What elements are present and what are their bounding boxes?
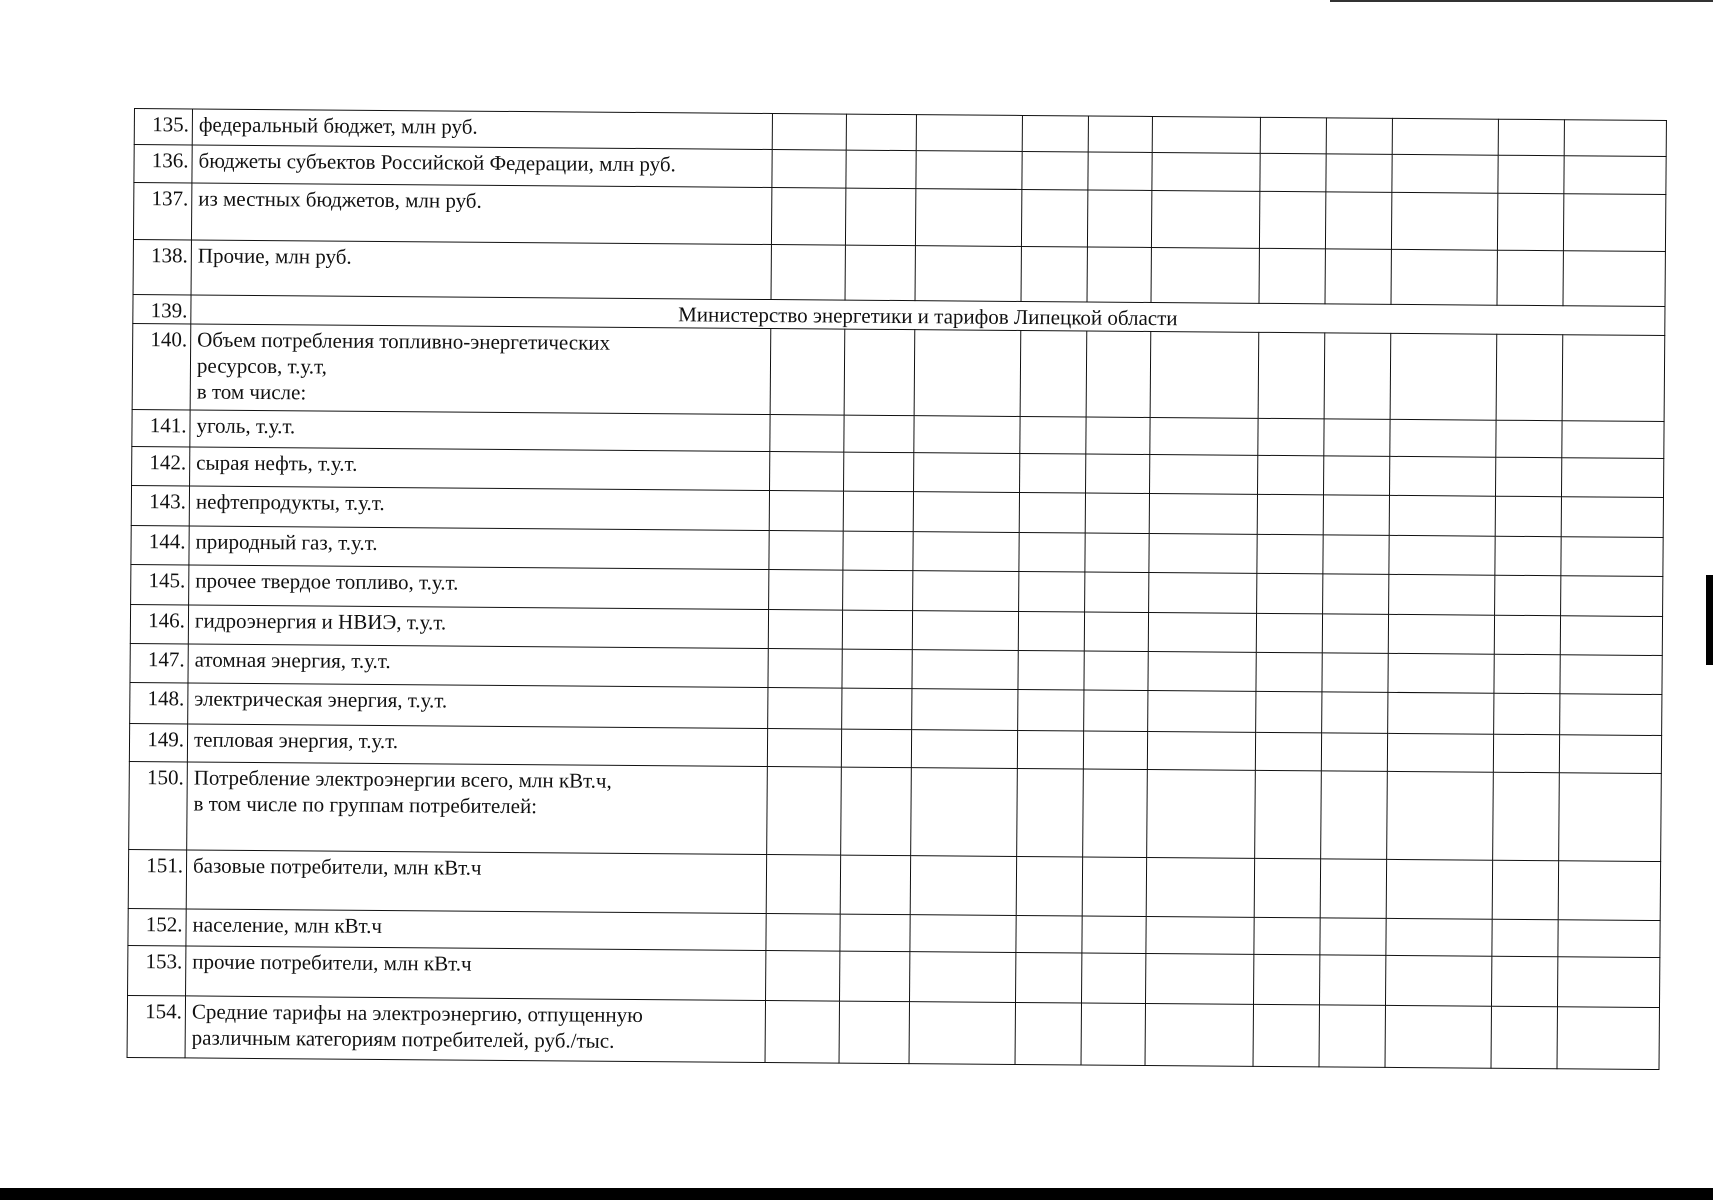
empty-value-cell <box>1564 120 1666 157</box>
empty-value-cell <box>1388 653 1494 693</box>
empty-value-cell <box>1491 956 1557 1007</box>
empty-value-cell <box>910 915 1016 953</box>
empty-value-cell <box>1560 694 1662 736</box>
empty-value-cell <box>1085 533 1149 573</box>
empty-value-cell <box>1260 153 1326 192</box>
empty-value-cell <box>913 532 1019 572</box>
empty-value-cell <box>1385 955 1491 1006</box>
empty-value-cell <box>766 913 840 951</box>
empty-value-cell <box>1385 1005 1491 1068</box>
empty-value-cell <box>1257 534 1323 574</box>
empty-value-cell <box>1019 532 1085 572</box>
empty-value-cell <box>1084 651 1148 691</box>
empty-value-cell <box>772 150 846 189</box>
row-number: 138. <box>133 239 191 294</box>
row-number: 142. <box>132 446 190 485</box>
empty-value-cell <box>1150 454 1258 494</box>
empty-value-cell <box>1322 692 1388 734</box>
empty-value-cell <box>1498 155 1564 194</box>
empty-value-cell <box>1146 916 1254 954</box>
empty-value-cell <box>1325 249 1391 305</box>
empty-value-cell <box>910 952 1016 1003</box>
empty-value-cell <box>1322 653 1388 693</box>
empty-value-cell <box>1147 731 1255 770</box>
row-number: 140. <box>132 323 191 409</box>
empty-value-cell <box>1319 1005 1385 1068</box>
empty-value-cell <box>1259 248 1325 304</box>
empty-value-cell <box>1145 1003 1253 1066</box>
empty-value-cell <box>1152 116 1260 153</box>
empty-value-cell <box>1086 417 1150 455</box>
empty-value-cell <box>1391 249 1497 305</box>
empty-value-cell <box>1561 458 1663 498</box>
empty-value-cell <box>1149 572 1257 613</box>
empty-value-cell <box>1326 154 1392 193</box>
empty-value-cell <box>1495 457 1561 497</box>
empty-value-cell <box>1255 732 1321 771</box>
empty-value-cell <box>1019 492 1085 533</box>
empty-value-cell <box>1253 954 1319 1005</box>
empty-value-cell <box>1323 495 1389 536</box>
empty-value-cell <box>1258 455 1324 495</box>
empty-value-cell <box>914 453 1020 493</box>
empty-value-cell <box>1258 418 1324 456</box>
empty-value-cell <box>1018 611 1084 651</box>
empty-value-cell <box>1558 861 1660 921</box>
row-number: 139. <box>133 294 191 323</box>
row-label: тепловая энергия, т.у.т. <box>187 724 767 767</box>
empty-value-cell <box>1257 494 1323 535</box>
empty-value-cell <box>1561 576 1663 617</box>
empty-value-cell <box>1494 615 1560 655</box>
empty-value-cell <box>1149 533 1257 573</box>
empty-value-cell <box>1559 773 1662 862</box>
empty-value-cell <box>1389 495 1495 536</box>
empty-value-cell <box>1561 497 1663 538</box>
empty-value-cell <box>1020 416 1086 454</box>
empty-value-cell <box>1256 691 1322 733</box>
empty-value-cell <box>766 854 840 914</box>
row-label: прочие потребители, млн кВт.ч <box>186 946 766 1001</box>
empty-value-cell <box>1388 692 1494 734</box>
empty-value-cell <box>1324 419 1390 457</box>
empty-value-cell <box>1256 613 1322 653</box>
row-label: сырая нефть, т.у.т. <box>190 447 770 491</box>
empty-value-cell <box>1493 772 1560 861</box>
empty-value-cell <box>771 188 845 246</box>
empty-value-cell <box>1319 955 1385 1006</box>
row-label: базовые потребители, млн кВт.ч <box>186 850 766 914</box>
empty-value-cell <box>1019 571 1085 612</box>
empty-value-cell <box>916 151 1022 190</box>
empty-value-cell <box>1021 189 1087 247</box>
empty-value-cell <box>842 649 912 689</box>
empty-value-cell <box>768 648 842 688</box>
empty-value-cell <box>1562 335 1665 422</box>
empty-value-cell <box>1321 771 1388 860</box>
empty-value-cell <box>1150 331 1259 418</box>
row-label: прочее твердое топливо, т.у.т. <box>189 565 769 610</box>
empty-value-cell <box>1256 652 1322 692</box>
empty-value-cell <box>914 416 1020 454</box>
empty-value-cell <box>1257 573 1323 614</box>
empty-value-cell <box>1321 733 1387 772</box>
empty-value-cell <box>1152 152 1260 191</box>
section-title: Министерство энергетики и тарифов Липецкой области <box>191 295 1665 336</box>
empty-value-cell <box>769 491 843 532</box>
row-label: федеральный бюджет, млн руб. <box>192 109 772 150</box>
empty-value-cell <box>1083 769 1148 857</box>
empty-value-cell <box>1392 154 1498 193</box>
empty-value-cell <box>1258 332 1325 419</box>
empty-value-cell <box>845 188 915 246</box>
empty-value-cell <box>840 951 910 1002</box>
empty-value-cell <box>1084 690 1148 732</box>
empty-value-cell <box>840 914 910 952</box>
empty-value-cell <box>1323 456 1389 496</box>
row-label: гидроэнергия и НВИЭ, т.у.т. <box>188 605 768 649</box>
empty-value-cell <box>765 1000 839 1063</box>
empty-value-cell <box>846 150 916 189</box>
empty-value-cell <box>1557 957 1659 1008</box>
empty-value-cell <box>840 855 910 915</box>
empty-value-cell <box>912 689 1018 731</box>
empty-value-cell <box>1390 419 1496 457</box>
empty-value-cell <box>1082 953 1146 1004</box>
row-number: 147. <box>130 643 188 682</box>
empty-value-cell <box>772 114 846 151</box>
empty-value-cell <box>1388 614 1494 654</box>
empty-value-cell <box>1386 918 1492 956</box>
empty-value-cell <box>770 415 844 453</box>
row-label: бюджеты субъектов Российской Федерации, млн руб. <box>192 145 772 188</box>
table-row <box>127 995 1659 1069</box>
row-label: нефтепродукты, т.у.т. <box>189 486 769 531</box>
empty-value-cell <box>766 950 840 1001</box>
empty-value-cell <box>914 330 1021 417</box>
empty-value-cell <box>1085 493 1149 534</box>
empty-value-cell <box>1495 496 1561 537</box>
empty-value-cell <box>1389 574 1495 615</box>
empty-value-cell <box>1492 860 1558 920</box>
scan-edge-line <box>1330 0 1713 2</box>
scan-edge-mark <box>1706 575 1713 665</box>
empty-value-cell <box>1387 771 1494 860</box>
empty-value-cell <box>1149 493 1257 534</box>
empty-value-cell <box>1145 953 1253 1004</box>
empty-value-cell <box>1148 612 1256 652</box>
empty-value-cell <box>1148 651 1256 691</box>
empty-value-cell <box>1151 190 1259 248</box>
empty-value-cell <box>1254 917 1320 955</box>
empty-value-cell <box>843 531 913 571</box>
row-number: 150. <box>129 761 188 849</box>
empty-value-cell <box>770 329 845 416</box>
scan-bottom-edge <box>0 1188 1713 1200</box>
row-number: 136. <box>134 145 192 183</box>
empty-value-cell <box>1016 915 1082 953</box>
empty-value-cell <box>1260 117 1326 154</box>
empty-value-cell <box>915 189 1021 247</box>
row-number: 137. <box>133 183 191 240</box>
empty-value-cell <box>770 452 844 492</box>
empty-value-cell <box>842 688 912 730</box>
empty-value-cell <box>1387 733 1493 772</box>
empty-value-cell <box>1081 1003 1145 1066</box>
empty-value-cell <box>1151 247 1259 303</box>
row-number: 149. <box>129 723 187 761</box>
empty-value-cell <box>1088 152 1152 191</box>
row-number: 145. <box>131 564 189 604</box>
empty-value-cell <box>912 650 1018 690</box>
row-label: Потребление электроэнергии всего, млн кВт.ч, в том числе по группам потребителей: <box>187 762 768 855</box>
empty-value-cell <box>1559 735 1661 774</box>
empty-value-cell <box>1254 858 1320 918</box>
empty-value-cell <box>1146 857 1254 917</box>
empty-value-cell <box>1498 119 1564 156</box>
empty-value-cell <box>1087 247 1151 303</box>
empty-value-cell <box>1320 859 1386 919</box>
empty-value-cell <box>1087 190 1151 248</box>
empty-value-cell <box>1496 420 1562 458</box>
empty-value-cell <box>1497 250 1563 306</box>
empty-value-cell <box>1021 246 1087 302</box>
row-number: 152. <box>128 908 186 945</box>
row-number: 143. <box>131 485 189 525</box>
empty-value-cell <box>1018 689 1084 731</box>
indicators-table <box>127 108 1667 1070</box>
empty-value-cell <box>1323 535 1389 575</box>
empty-value-cell <box>1557 1007 1659 1070</box>
row-label: уголь, т.у.т. <box>190 410 770 452</box>
empty-value-cell <box>1020 453 1086 493</box>
empty-value-cell <box>843 491 913 532</box>
empty-value-cell <box>915 246 1021 302</box>
empty-value-cell <box>1082 916 1146 954</box>
empty-value-cell <box>1560 655 1662 695</box>
empty-value-cell <box>1494 654 1560 694</box>
empty-value-cell <box>911 730 1017 769</box>
empty-value-cell <box>769 531 843 571</box>
empty-value-cell <box>1017 730 1083 769</box>
empty-value-cell <box>1086 454 1150 494</box>
empty-value-cell <box>1148 690 1256 732</box>
empty-value-cell <box>1492 919 1558 957</box>
empty-value-cell <box>1390 333 1497 420</box>
empty-value-cell <box>768 687 842 729</box>
empty-value-cell <box>1150 417 1258 455</box>
empty-value-cell <box>1083 731 1147 770</box>
empty-value-cell <box>1563 194 1665 252</box>
empty-value-cell <box>1323 574 1389 615</box>
empty-value-cell <box>1022 115 1088 152</box>
empty-value-cell <box>1082 857 1146 917</box>
empty-value-cell <box>1391 192 1497 250</box>
empty-value-cell <box>912 611 1018 651</box>
empty-value-cell <box>1560 616 1662 656</box>
empty-value-cell <box>1086 331 1151 418</box>
empty-value-cell <box>767 728 841 767</box>
row-number: 135. <box>134 109 192 145</box>
empty-value-cell <box>1495 575 1561 616</box>
empty-value-cell <box>1259 191 1325 249</box>
empty-value-cell <box>910 856 1016 916</box>
empty-value-cell <box>839 1001 909 1064</box>
empty-value-cell <box>1494 693 1560 735</box>
empty-value-cell <box>1255 770 1322 859</box>
empty-value-cell <box>1496 334 1563 421</box>
empty-value-cell <box>769 570 843 611</box>
row-number: 153. <box>128 945 186 995</box>
empty-value-cell <box>768 609 842 649</box>
row-number: 154. <box>127 995 185 1057</box>
empty-value-cell <box>913 571 1019 612</box>
empty-value-cell <box>1253 1004 1319 1067</box>
empty-value-cell <box>844 329 915 416</box>
row-number: 148. <box>130 682 188 723</box>
empty-value-cell <box>1558 920 1660 958</box>
empty-value-cell <box>1389 535 1495 575</box>
row-number: 151. <box>128 849 186 908</box>
empty-value-cell <box>1563 251 1665 307</box>
empty-value-cell <box>1016 952 1082 1003</box>
row-number: 141. <box>132 409 190 446</box>
row-label: электрическая энергия, т.у.т. <box>188 683 768 729</box>
table-body <box>127 109 1666 1070</box>
table-row <box>129 761 1662 861</box>
empty-value-cell <box>1320 918 1386 956</box>
empty-value-cell <box>1326 118 1392 155</box>
empty-value-cell <box>1561 537 1663 577</box>
empty-value-cell <box>1084 612 1148 652</box>
empty-value-cell <box>1022 151 1088 190</box>
empty-value-cell <box>841 729 911 768</box>
empty-value-cell <box>841 767 912 856</box>
empty-value-cell <box>844 415 914 453</box>
empty-value-cell <box>1491 1006 1557 1069</box>
row-label: Объем потребления топливно-энергетических ресурсов, т.у.т, в том числе: <box>190 324 771 415</box>
empty-value-cell <box>1015 1002 1081 1065</box>
empty-value-cell <box>1386 859 1492 919</box>
empty-value-cell <box>1562 421 1664 459</box>
row-label: Прочие, млн руб. <box>191 240 771 300</box>
row-label: Средние тарифы на электроэнергию, отпущенную различным категориям потребителей, руб./тыс. <box>185 996 765 1063</box>
empty-value-cell <box>1497 193 1563 251</box>
empty-value-cell <box>845 245 915 301</box>
row-label: из местных бюджетов, млн руб. <box>191 183 771 245</box>
empty-value-cell <box>1017 768 1084 857</box>
empty-value-cell <box>1495 536 1561 576</box>
empty-value-cell <box>1392 118 1498 155</box>
empty-value-cell <box>843 570 913 611</box>
empty-value-cell <box>1085 572 1149 613</box>
row-label: население, млн кВт.ч <box>186 909 766 951</box>
empty-value-cell <box>1016 856 1082 916</box>
empty-value-cell <box>1389 456 1495 496</box>
empty-value-cell <box>1324 333 1391 420</box>
empty-value-cell <box>1018 650 1084 690</box>
empty-value-cell <box>1147 769 1256 858</box>
empty-value-cell <box>913 492 1019 533</box>
empty-value-cell <box>1493 734 1559 773</box>
empty-value-cell <box>911 768 1018 857</box>
table-row <box>132 323 1665 421</box>
empty-value-cell <box>771 245 845 301</box>
empty-value-cell <box>909 1002 1015 1065</box>
empty-value-cell <box>916 115 1022 152</box>
row-number: 146. <box>130 604 188 643</box>
empty-value-cell <box>1020 330 1087 417</box>
empty-value-cell <box>1322 614 1388 654</box>
empty-value-cell <box>1088 116 1152 153</box>
empty-value-cell <box>846 114 916 151</box>
empty-value-cell <box>842 610 912 650</box>
empty-value-cell <box>1325 192 1391 250</box>
row-label: природный газ, т.у.т. <box>189 526 769 570</box>
empty-value-cell <box>767 766 842 855</box>
empty-value-cell <box>844 452 914 492</box>
row-number: 144. <box>131 525 189 564</box>
empty-value-cell <box>1564 156 1666 195</box>
row-label: атомная энергия, т.у.т. <box>188 644 768 688</box>
